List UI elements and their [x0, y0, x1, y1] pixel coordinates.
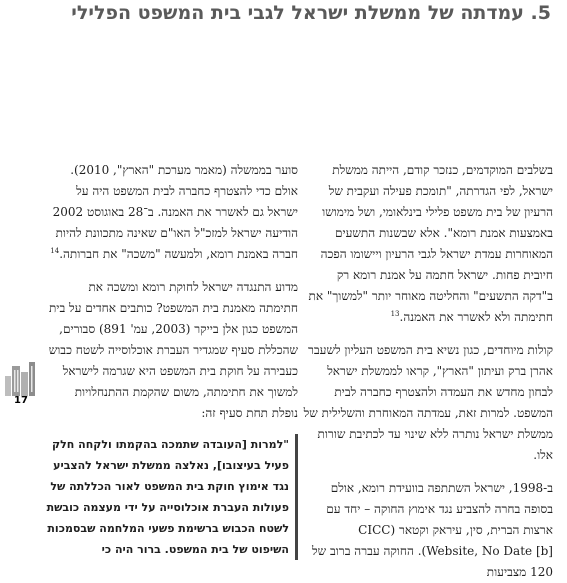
- block-quote: "למרות [העובדה שתמכה בהקמתו ולקחה חלק פעיל בעיצובו], נאלצה ממשלת ישראל להצביע נגד אימוץ חוקת בית המשפט לאור הכללתה של פעולות העברת אוכלוסייה על ידי מעצמה כובשת לשטח הכבוש ברשימת פשעי המלחמה שבסמכות השיפוט של בית המשפט. ברור היה כי: [46, 434, 298, 560]
- paragraph: מדוע התנגדה ישראל לחוקת רומא ומשכה את חתימתה מאמנת בית המשפט? כותבים אחדים על בית המשפט כגון אלן בייקר (2003, עמ' 891) סבורים, שהכללת סעיף שמגדיר העברת אוכלוסייה לשטח כבוש כעבירה על חוקת בית המשפט היא שגרמה לישראל למשוך את חתימתה, משום שהקמת ההתנחלויות נופלת תחת סעיף זה:: [48, 280, 298, 420]
- city-skyline-icon: [3, 362, 39, 396]
- right-text-column: [303, 160, 553, 583]
- page-number: 17: [14, 395, 28, 406]
- paragraph: בשלבים המוקדמים, כנזכר קודם, הייתה ממשלת ישראל, לפי הגדרתה, "תומכת פעילה ועקבית של הרעיון של בית משפט פלילי בינלאומי, ושל מימושו באמצעות אמנת רומא". אלא שבשנות התשעים המאוחרות עמדת ישראל לגבי הרעיון ויישומו הפכה חיובית פחות. ישראל חתמה על אמנת רומא רק ב"דקה התשעים" והחליטה מאוחר יותר "למשוך" את חתימתה ולא לאשרר את האמנה.$^{13}$: [308, 163, 553, 324]
- footnote-marker[interactable]: 14: [50, 247, 60, 255]
- left-text-column: [46, 160, 298, 560]
- section-title: 5. עמדתה של ממשלת ישראל לגבי בית המשפט הפלילי: [71, 2, 551, 24]
- footnote-marker[interactable]: 13: [390, 310, 400, 318]
- paragraph: קולות מיוחדים, כגון נשיא בית המשפט העליון לשעבר אהרן ברק ועיתון "הארץ", קראו לממשלת ישראל לבחון מחדש את העמדה ולהצטרף כחברה לבית המשפט. למרות זאת, עמדתה המאוחרת והשלילית של ממשלת ישראל נותרה ללא שינוי עד לכתיבת שורות אלו.: [303, 343, 553, 462]
- paragraph: ב-1998, ישראל השתתפה בוועידת רומא, אולם בסופה בחרה להצביע נגד אימוץ החוקה – יחד עם ארצות הברית, סין, עיראק וקטאר (CICC Website, No Date [b]). החוקה עברה ברוב של 120 מצביעות: [312, 481, 553, 579]
- paragraph: סוער בממשלה (מאמר מערכת "הארץ", 2010). אולם כדי להצטרף כחברה לבית המשפט היה על ישראל גם לאשרר את האמנה. ב־28 באוגוסט 2002 הודיעה ישראל למזכ"ל האו"ם שאינה מתכוונת להיות חברה באמנת רומא, ולמעשה "משכה" את חברותה.$^{14}$: [50, 163, 298, 261]
- page-tab: [3, 362, 39, 408]
